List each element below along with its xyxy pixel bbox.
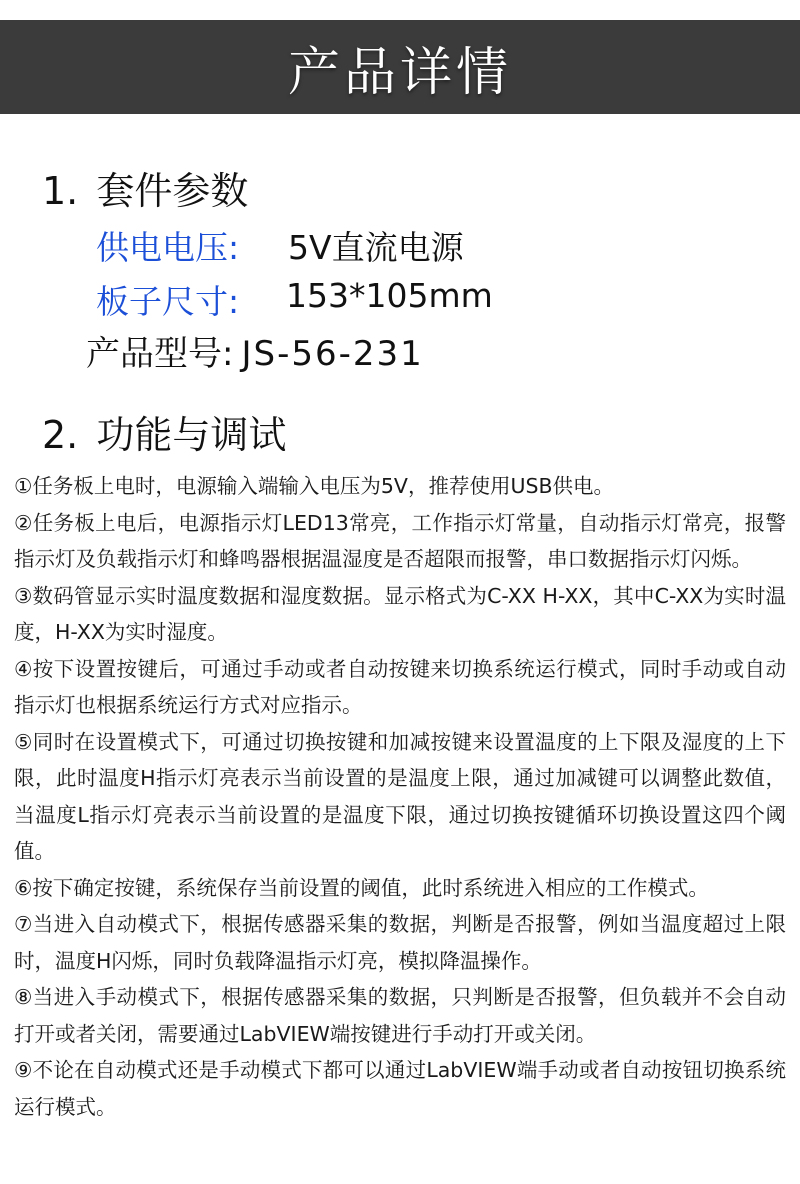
- param-row-voltage: [96, 222, 464, 269]
- list-item: ③数码管显示实时温度数据和湿度数据。显示格式为C-XX H-XX，其中C-XX为实时温度，H-XX为实时湿度。: [14, 583, 786, 644]
- page-title: 产品详情: [287, 42, 512, 103]
- param-value-voltage: 5V直流电源: [288, 228, 464, 267]
- section-heading-function-debug: [42, 404, 286, 459]
- section-heading-kit-params: [42, 160, 248, 215]
- list-item: ⑦当进入自动模式下，根据传感器采集的数据，判断是否报警，例如当温度超过上限时，温度H闪烁，同时负载降温指示灯亮，模拟降温操作。: [14, 912, 786, 973]
- header-banner: [0, 20, 800, 114]
- list-item: ⑧当进入手动模式下，根据传感器采集的数据，只判断是否报警，但负载并不会自动打开或者关闭，需要通过LabVIEW端按键进行手动打开或关闭。: [14, 985, 786, 1046]
- section-number: 1.: [42, 169, 79, 213]
- param-label-voltage: 供电电压:: [96, 228, 240, 267]
- param-label-model: 产品型号:: [86, 334, 234, 374]
- section-title: 套件参数: [96, 169, 249, 213]
- param-value-board-size: 153*105mm: [286, 276, 493, 315]
- list-item: ⑤同时在设置模式下，可通过切换按键和加减按键来设置温度的上下限及湿度的上下限，此时温度H指示灯亮表示当前设置的是温度上限，通过加减键可以调整此数值，当温度L指示灯亮表示当前设置的是温度下限，通过切换按键循环切换设置这四个阈值。: [14, 729, 786, 863]
- section-title: 功能与调试: [96, 413, 287, 457]
- list-item: ⑨不论在自动模式还是手动模式下都可以通过LabVIEW端手动或者自动按钮切换系统运行模式。: [14, 1058, 786, 1119]
- section-number: 2.: [42, 413, 79, 457]
- list-item: ①任务板上电时，电源输入端输入电压为5V，推荐使用USB供电。: [14, 474, 615, 498]
- param-label-board-size: 板子尺寸:: [96, 282, 240, 321]
- list-item: ⑥按下确定按键，系统保存当前设置的阈值，此时系统进入相应的工作模式。: [14, 875, 709, 900]
- param-value-model: JS-56-231: [241, 334, 424, 374]
- param-row-board-size: [96, 276, 493, 323]
- function-list: [14, 468, 786, 1125]
- param-row-model: [86, 326, 424, 375]
- list-item: ②任务板上电后，电源指示灯LED13常亮，工作指示灯常量，自动指示灯常亮，报警指示灯及负载指示灯和蜂鸣器根据温湿度是否超限而报警，串口数据指示灯闪烁。: [14, 510, 786, 571]
- list-item: ④按下设置按键后，可通过手动或者自动按键来切换系统运行模式，同时手动或自动指示灯也根据系统运行方式对应指示。: [14, 656, 786, 717]
